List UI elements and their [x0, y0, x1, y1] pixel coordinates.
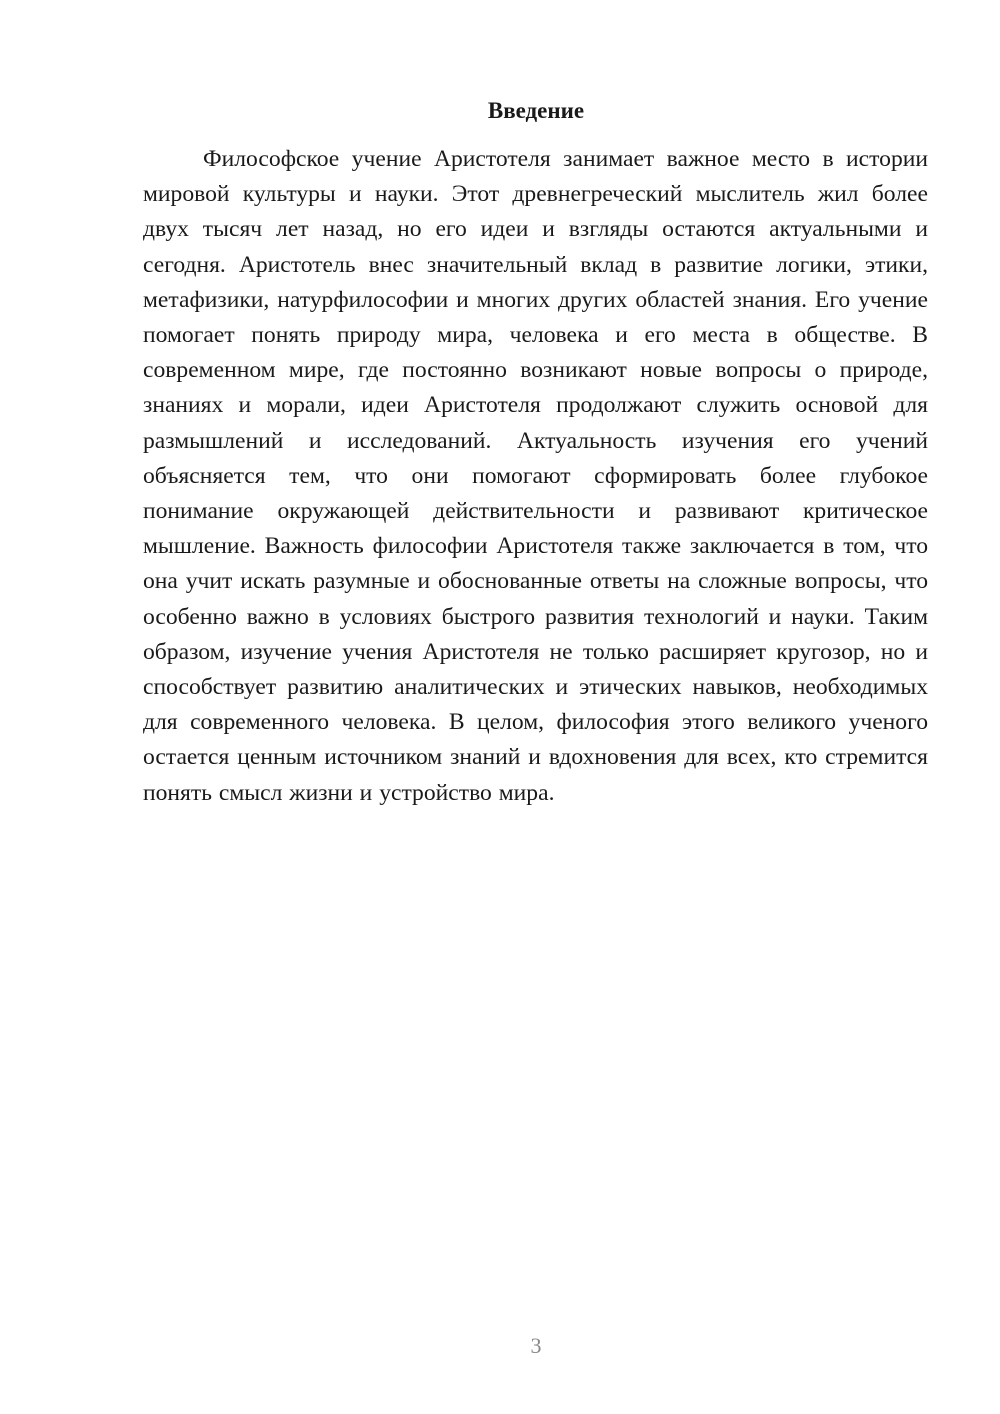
body-paragraph: Философское учение Аристотеля занимает важное место в истории мировой культуры и науки. Этот древнегреческий мыслитель жил более двух тысяч лет назад, но его идеи и взгляды остаются актуальными и сегодня. Аристотель внес значительный вклад в развитие логики, этики, метафизики, натурфилософии и многих других областей знания. Его учение помогает понять природу мира, человека и его места в обществе. В современном мире, где постоянно возникают новые вопросы о природе, знаниях и морали, идеи Аристотеля продолжают служить основой для размышлений и исследований. Актуальность изучения его учений объясняется тем, что они помогают сформировать более глубокое понимание окружающей действительности и развивают критическое мышление. Важность философии Аристотеля также заключается в том, что она учит искать разумные и обоснованные ответы на сложные вопросы, что особенно важно в условиях быстрого развития технологий и науки. Таким образом, изучение учения Аристотеля не только расширяет кругозор, но и способствует развитию аналитических и этических навыков, необходимых для современного человека. В целом, философия этого великого ученого остается ценным источником знаний и вдохновения для всех, кто стремится понять смысл жизни и устройство мира.	[143, 146, 928, 806]
section-heading: Введение	[487, 98, 585, 123]
page-number: 3	[530, 1333, 542, 1358]
